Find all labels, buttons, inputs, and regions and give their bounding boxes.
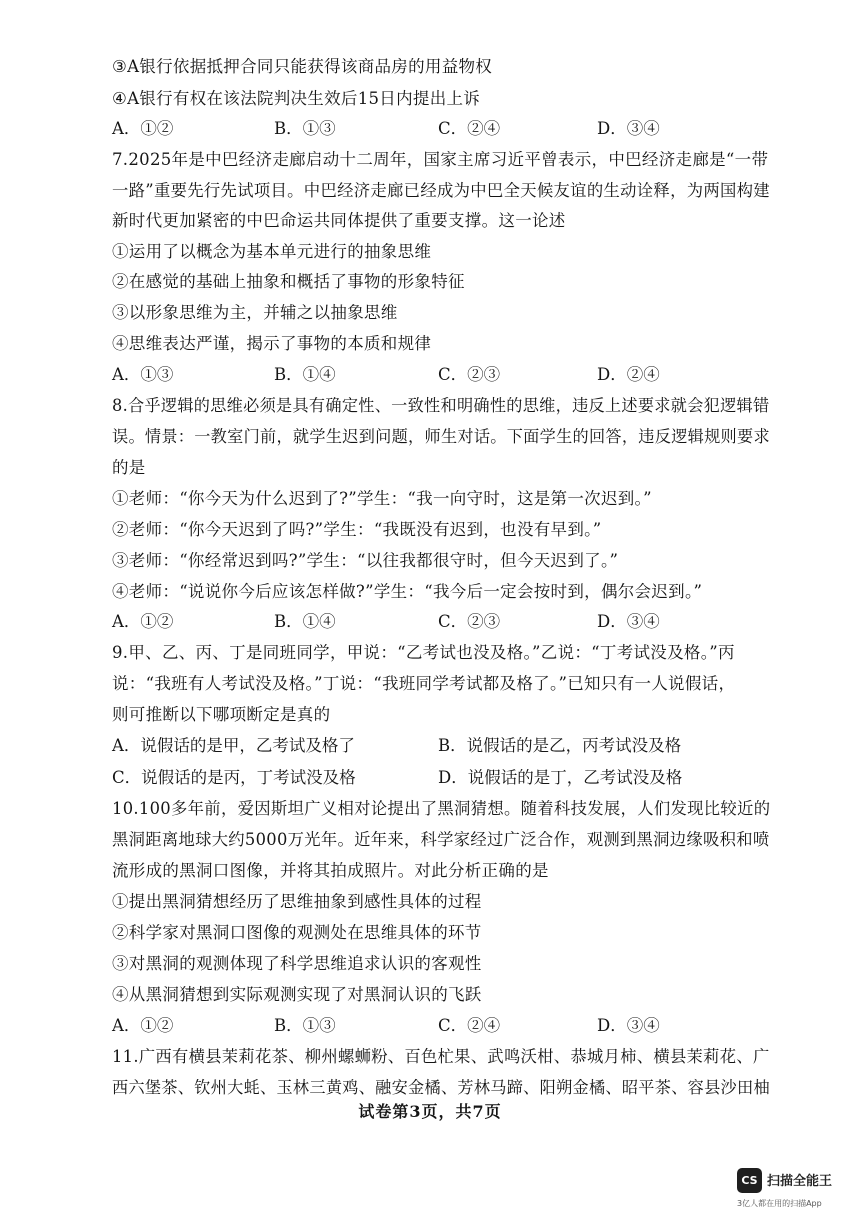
page-footer: 试卷第3页，共7页 [358,1102,502,1121]
q8-option-d: D．③④ [597,612,660,631]
q6-statement-4: ④A银行有权在该法院判决生效后15日内提出上诉 [112,89,481,108]
q7-option-d: D．②④ [597,365,660,384]
q7-statement-4: ④思维表达严谨，揭示了事物的本质和规律 [112,334,432,353]
q7-option-c: C．②③ [438,365,501,384]
q7-statement-2: ②在感觉的基础上抽象和概括了事物的形象特征 [112,272,465,291]
q8-stem-line-3: 的是 [112,458,146,477]
q11-stem-line-1: 11.广西有横县茉莉花茶、柳州螺蛳粉、百色杧果、武鸣沃柑、恭城月柿、横县茉莉花、广 [112,1047,770,1066]
q10-option-a: A．①② [112,1016,174,1035]
q7-option-a: A．①③ [112,365,174,384]
q8-statement-4: ④老师：“说说你今后应该怎样做?”学生：“我今后一定会按时到，偶尔会迟到。” [112,582,703,601]
q8-option-c: C．②③ [438,612,501,631]
q7-stem-line-3: 新时代更加紧密的中巴命运共同体提供了重要支撑。这一论述 [112,211,566,230]
q10-statement-1: ①提出黑洞猜想经历了思维抽象到感性具体的过程 [112,892,482,911]
q8-stem-line-2: 误。情景：一教室门前，就学生迟到问题，师生对话。下面学生的回答，违反逻辑规则要求 [112,427,770,446]
q7-statement-3: ③以形象思维为主，并辅之以抽象思维 [112,303,398,322]
q10-stem-line-1: 10.100多年前，爱因斯坦广义相对论提出了黑洞猜想。随着科技发展，人们发现比较近的 [112,799,771,818]
q8-statement-3: ③老师：“你经常迟到吗?”学生：“以往我都很守时，但今天迟到了。” [112,551,619,570]
q7-stem-line-1: 7.2025年是中巴经济走廊启动十二周年，国家主席习近平曾表示，中巴经济走廊是“一带 [112,150,769,169]
q9-stem-line-3: 则可推断以下哪项断定是真的 [112,705,331,724]
q10-option-b: B．①③ [274,1016,336,1035]
q7-statement-1: ①运用了以概念为基本单元进行的抽象思维 [112,242,432,261]
q6-option-d: D．③④ [597,119,660,138]
q10-option-c: C．②④ [438,1016,501,1035]
q10-statement-4: ④从黑洞猜想到实际观测实现了对黑洞认识的飞跃 [112,985,482,1004]
q9-stem-line-2: 说：“我班有人考试没及格。”丁说：“我班同学考试都及格了。”已知只有一人说假话， [112,674,736,693]
q6-option-a: A．①② [112,119,174,138]
q6-option-b: B．①③ [274,119,336,138]
q8-statement-2: ②老师：“你今天迟到了吗?”学生：“我既没有迟到，也没有早到。” [112,520,602,539]
q8-option-b: B．①④ [274,612,336,631]
q10-statement-2: ②科学家对黑洞口图像的观测处在思维具体的环节 [112,923,482,942]
q9-option-b: B．说假话的是乙，丙考试没及格 [438,736,682,755]
watermark-subtitle: 3亿人都在用的扫描App [737,1199,822,1208]
q10-statement-3: ③对黑洞的观测体现了科学思维追求认识的客观性 [112,954,482,973]
q10-option-d: D．③④ [597,1016,660,1035]
q8-statement-1: ①老师：“你今天为什么迟到了?”学生：“我一向守时，这是第一次迟到。” [112,489,652,508]
q10-stem-line-2: 黑洞距离地球大约5000万光年。近年来，科学家经过广泛合作，观测到黑洞边缘吸积和喷 [112,830,770,849]
q9-option-d: D．说假话的是丁，乙考试没及格 [438,768,683,787]
q7-option-b: B．①④ [274,365,336,384]
q11-stem-line-2: 西六堡茶、钦州大蚝、玉林三黄鸡、融安金橘、芳林马蹄、阳朔金橘、昭平茶、容县沙田柚 [112,1078,770,1097]
q10-stem-line-3: 流形成的黑洞口图像，并将其拍成照片。对此分析正确的是 [112,861,549,880]
scanner-watermark [737,1168,847,1208]
watermark-title: 扫描全能王 [767,1174,833,1189]
q8-stem-line-1: 8.合乎逻辑的思维必须是具有确定性、一致性和明确性的思维，违反上述要求就会犯逻辑错 [112,396,770,415]
q8-option-a: A．①② [112,612,174,631]
q9-option-c: C．说假话的是丙，丁考试没及格 [112,768,356,787]
q7-stem-line-2: 一路”重要先行先试项目。中巴经济走廊已经成为中巴全天候友谊的生动诠释，为两国构建 [112,181,770,200]
q6-option-c: C．②④ [438,119,501,138]
q9-stem-line-1: 9.甲、乙、丙、丁是同班同学，甲说：“乙考试也没及格。”乙说：“丁考试没及格。”丙 [112,643,735,662]
camscanner-logo-icon: CS [737,1168,762,1193]
q9-option-a: A．说假话的是甲，乙考试及格了 [112,736,355,755]
q6-statement-3: ③A银行依据抵押合同只能获得该商品房的用益物权 [112,57,493,76]
